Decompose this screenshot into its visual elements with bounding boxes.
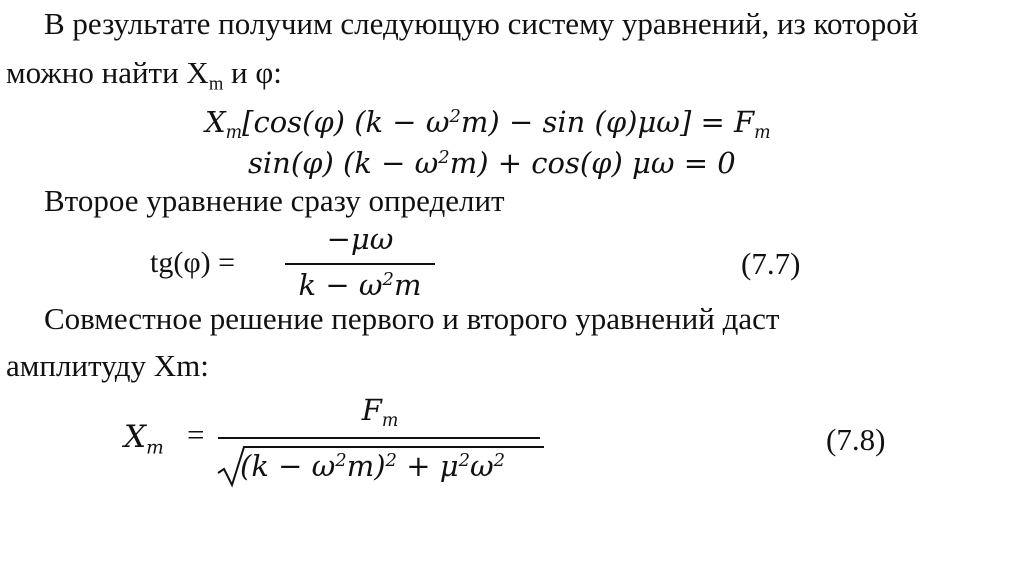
- formula-7-8-f-subscript: m: [381, 411, 399, 432]
- formula-7-8-numerator: [220, 393, 540, 431]
- formula-7-8-f: F: [361, 393, 382, 427]
- formula-7-8-den-sq2: 2: [385, 450, 397, 472]
- eq1-x-subscript: m: [225, 122, 243, 143]
- formula-7-7-den-square: 2: [382, 269, 394, 291]
- formula-7-7-den-b: m: [393, 268, 422, 302]
- system-equation-2: [248, 141, 736, 180]
- paragraph-1-line-1: В результате получим следующую систему уравнений, из которой: [44, 6, 919, 41]
- formula-7-8-den-c: + μ: [396, 449, 459, 483]
- formula-7-8-den-d: ω: [470, 449, 494, 483]
- paragraph-2: Второе уравнение сразу определит: [44, 183, 505, 218]
- formula-7-8-den-sq4: 2: [493, 450, 506, 472]
- formula-7-8-lhs: [124, 420, 164, 466]
- formula-7-8-den-a: (k − ω: [240, 449, 336, 483]
- xm-subscript: m: [208, 73, 224, 95]
- eq1-square: 2: [449, 106, 461, 127]
- formula-7-7-lhs: tg(φ) =: [150, 246, 236, 279]
- paragraph-3-line-2: амплитуду Xm:: [6, 348, 209, 383]
- paragraph-3-line-1: Совместное решение первого и второго уравнений даст: [44, 301, 780, 336]
- formula-7-8-fraction-bar: [218, 437, 540, 439]
- formula-7-7-denominator: [285, 268, 435, 302]
- formula-7-8-x: X: [124, 419, 147, 455]
- eq2-b: m) + cos(φ) μω = 0: [449, 145, 736, 180]
- formula-7-8-den-sq1: 2: [335, 450, 347, 472]
- formula-7-7-fraction-bar: [285, 263, 435, 265]
- formula-7-8-equals: =: [187, 417, 205, 452]
- eq2-square: 2: [438, 147, 450, 168]
- paragraph-1-line-2-suffix: и φ:: [223, 55, 282, 90]
- formula-7-7-number: (7.7): [741, 246, 801, 281]
- formula-7-7-den-a: k − ω: [298, 268, 383, 302]
- eq1-x: X: [205, 104, 226, 139]
- eq2-a: sin(φ) (k − ω: [248, 145, 439, 180]
- eq1-body-a: [cos(φ) (k − ω: [242, 104, 450, 139]
- paragraph-1-line-2: [6, 55, 282, 103]
- formula-7-8-den-sq3: 2: [458, 450, 471, 472]
- formula-7-8-denominator: [240, 449, 540, 483]
- paragraph-1-line-2-prefix: можно найти X: [6, 55, 209, 90]
- eq1-f-subscript: m: [754, 122, 771, 143]
- formula-7-8-number: (7.8): [826, 422, 886, 457]
- formula-7-7-numerator: −μω: [326, 222, 394, 256]
- formula-7-8-x-subscript: m: [146, 437, 164, 459]
- formula-7-8-den-b: m): [346, 449, 386, 483]
- eq1-body-b: m) − sin (φ)μω] = F: [460, 104, 755, 139]
